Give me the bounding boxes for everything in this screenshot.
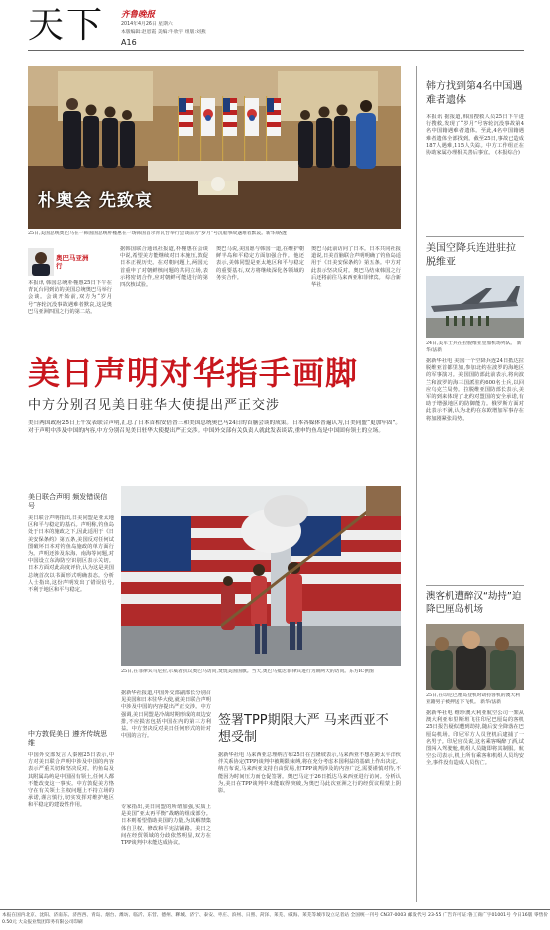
sidebar-story-3-text: 据新华社电 维珍澳大利亚航空公司一架从澳大利亚布里斯班飞往印尼巴厘岛的客机25日报告疑似遭到劫持,随后安全降落在巴厘岛机场。印尼军方人员登机后逮捕了一名男子。印尼官员说,这名乘客喝醉了酒,试图闯入驾驶舱,机组人员随即将其制服。航空公司表示,机上所有乘客和机组人员均安全,事件没有造成人员伤亡。 (426, 710, 524, 767)
sidebar-story-2-caption: 24日,美军士兵在拉脱维亚里加机场列队。 新华/法新 (426, 341, 522, 353)
flag-burning-protest-illustration (121, 486, 401, 666)
left-col-subtitle-1: 美日联合声明 频发错误信号 (28, 493, 108, 510)
sidebar-story-3-title: 澳客机遭醉汉“劫持”迫降巴厘岛机场 (426, 591, 522, 615)
main-subheadline: 中方分别召见美日驻华大使提出严正交涉 (28, 398, 281, 413)
left-col-subtitle-2: 中方敦促美日 遵齐传统思维 (28, 730, 108, 747)
masthead-rule (28, 50, 524, 51)
obama-asia-col1: 本报讯 韩国总统朴槿惠25日下午在青瓦台同到访的美国总统奥巴马举行会谈。会谈开始前,双方为“岁月号”客轮沉没事故遇难者默哀,这是奥巴马亚洲四国之行的第二站。 (28, 280, 112, 315)
main-lead-paragraph: 美日两国政府25日上午发表联合声明,汇总了日本首相安倍晋三和美国总统奥巴马24日的首脑会谈的成果。日本各媒体普遍认为,日美同盟“更加牢固”。对于声明中涉及中国的内容,中方分别召见美日驻华大使提出严正交涉。中国外交部有关负责人就此发表谈话,重申钓鱼岛是中国固有领土的立场。 (28, 420, 401, 434)
editors-line: 本版编辑:赵恩霞 美编:牛欣宇 组版:刘燕 (121, 30, 206, 35)
obama-asia-col4: 奥巴马此前访问了日本。日本共同社报道说,日美首脑联合声明明确了钓鱼岛适用于《日美安保条约》第五条。中方对此表示坚决反对。奥巴马结束韩国之行后还将前往马来西亚和菲律宾。 综合新华社 (311, 246, 401, 289)
obama-asia-tag (28, 248, 92, 276)
tpp-headline: 签署TPP期限大严 马来西亚不想受制 (218, 713, 389, 745)
main-headline: 美日声明对华指手画脚 (28, 354, 359, 392)
footer-text: 本报在国内北京、沈阳、济南东、济西西、青岛、烟台、潍坊、临沂、东营、德州、聊城、济宁、泰安、枣庄、滨州、日照、菏泽、莱芜、威海、莱芜等城市设立记者站 全国统一刊号 CN37-0003 邮发代号 23-55 广告许可证:鲁工商广字01001号 今日16版 零售价 0.50元 大众报业集团印务有限公司印刷 (2, 913, 548, 925)
sidebar-story-2-text: 据新华社电 美国一个空降兵连24日抵达拉脱维亚首都里加,参加北约在波罗的海地区的军事演习。美国国防部此前表示,将向波兰和波罗的海三国派驻约600名士兵,以回应乌克兰局势。拉脱维亚国防部长表示,美军的到来体现了北约对盟国的安全承诺,有助于增强地区的防御能力。俄罗斯方面对此表示不满,认为北约在东欧增加军事存在将加剧紧张局势。 (426, 358, 524, 422)
footer-rule (0, 909, 550, 910)
sidebar-story-2-photo (426, 276, 524, 338)
sidebar-rule-1 (426, 236, 524, 237)
left-col-text-2: 中国外交部发言人秦刚25日表示,中方对美日联合声明中涉及中国的内容表示严重关切和坚决反对。钓鱼岛及其附属岛屿是中国固有领土,任何人都不能改变这一事实。中方敦促美方恪守在有关领土主权问题上不持立场的承诺,谨言慎行,切实发挥对维护地区和平稳定的建设性作用。 (28, 752, 114, 809)
lead-photo (28, 66, 401, 229)
obama-asia-col2: 据韩国联合通讯社报道,朴槿惠在会谈中说,希望美方能继续对日本施压,敦促日本正视历史。在对朝问题上,两国元首重申了对朝鲜核问题的共同立场,表示将密切合作,应对朝鲜可能进行的第四次核试验。 (120, 246, 208, 289)
date-line: 2014年4月26日 星期六 (121, 22, 173, 27)
sidebar-divider (416, 66, 417, 902)
lead-photo-headline: 朴奥会 先致哀 (38, 191, 153, 211)
obama-asia-tag-label: 奥巴马亚洲行 (56, 254, 89, 270)
lead-photo-caption: 25日,美国总统奥巴马在一韩国国总统朴槿惠在一场韩国首尔青瓦台举行会谈前为“岁月”号沉船事故遇难者默哀。新华/路透 (28, 231, 287, 236)
sidebar-rule-2 (426, 585, 524, 586)
page-number: A16 (121, 38, 137, 47)
masthead (0, 0, 550, 52)
sidebar-story-3-photo (426, 624, 524, 690)
sidebar-story-3-caption: 25日,在印尼巴厘岛登机时劫持客机的澳大利亚籍男子被押送下飞机。 新华/法新 (426, 693, 520, 705)
paper-name-logo: 齐鲁晚报 (121, 10, 156, 20)
military-aircraft-illustration (426, 276, 524, 338)
left-col-text-1: 美日联合声明指出,日美同盟是亚太地区和平与稳定的基石。声明称,钓鱼岛处于日本的施政之下,因此适用于《日美安保条约》第五条,美国反对任何试图破坏日本对钓鱼岛施政的单方面行为。声明还涉及东海、南海等问题,对中国设立东海防空识别区表示关切。日本方面对此高度评价,认为这是美国总统首次以书面形式明确表态。分析人士指出,这份声明发出了错误信号,不利于地区和平与稳定。 (28, 515, 114, 594)
protest-photo (121, 486, 401, 666)
sidebar-story-1-title: 韩方找到第4名中国遇难者遗体 (426, 81, 523, 106)
protest-photo-caption: 25日,在菲律宾马尼拉,示威者抗议奥巴马访问,焚烧美国国旗。当天,奥巴马抵达菲律宾进行为期两天的访问。东方IC供图 (121, 669, 374, 674)
arrest-scene-illustration (426, 624, 524, 690)
section-title: 天下 (28, 5, 105, 46)
sidebar-story-2-title: 美国空降兵连进驻拉脱维亚 (426, 243, 516, 268)
tpp-text: 据新华社电 马来西亚总理纳吉布25日在吉隆坡表示,马来西亚不想在跨太平洋伙伴关系协定(TPP)谈判中被期限束缚,将在充分考虑本国利益的基础上作出决定。纳吉布说,马来西亚支持自由贸易,但TPP谈判涉及的内容广泛,需要谨慎对待,不能因为时间压力而仓促签署。奥巴马定于26日抵达马来西亚进行访问。分析认为,美日在TPP谈判中未能取得突破,为奥巴马此次亚洲之行的经贸议程蒙上阴影。 (218, 752, 401, 795)
mid-col-text-1: 据新华社报道,中国外交部副部长分别召见美国和日本驻华大使,就美日联合声明中涉及中国的内容提出严正交涉。中方强调,美日同盟是冷战时期形成的双边安排,不应损害包括中国在内的第三方利益。中方坚决反对美日任何形式的针对中国的言行。 (121, 690, 211, 740)
sidebar-story-1-text: 本报讯 据报道,韩国搜救人员25日下午进行搜救,发现了“岁月”号客轮沉没事故第4名中国籍遇难者遗体。至此,4名中国籍遇难者遗体全部找到。截至25日,事故已造成187人遇难,115人失踪。中方工作组正在协助家属办理相关善后事宜。 (本报综合) (426, 114, 524, 157)
obama-asia-col3: 奥巴马说,美国愿与韩国一道,在维护朝鲜半岛和平稳定方面加强合作。他还表示,美韩同盟是亚太地区和平与稳定的重要基石,双方将继续深化各领域的务实合作。 (216, 246, 304, 281)
obama-portrait-icon (28, 248, 54, 276)
mid-col-text-2: 专家指出,美日同盟的所谓加强,实质上是美国“亚太再平衡”战略的组成部分。日本则希望借助美国的力量,为其解禁集体自卫权、修改和平宪法铺路。美日之间在经贸领域的分歧依然明显,双方在TPP谈判中未能达成协议。 (121, 804, 211, 847)
